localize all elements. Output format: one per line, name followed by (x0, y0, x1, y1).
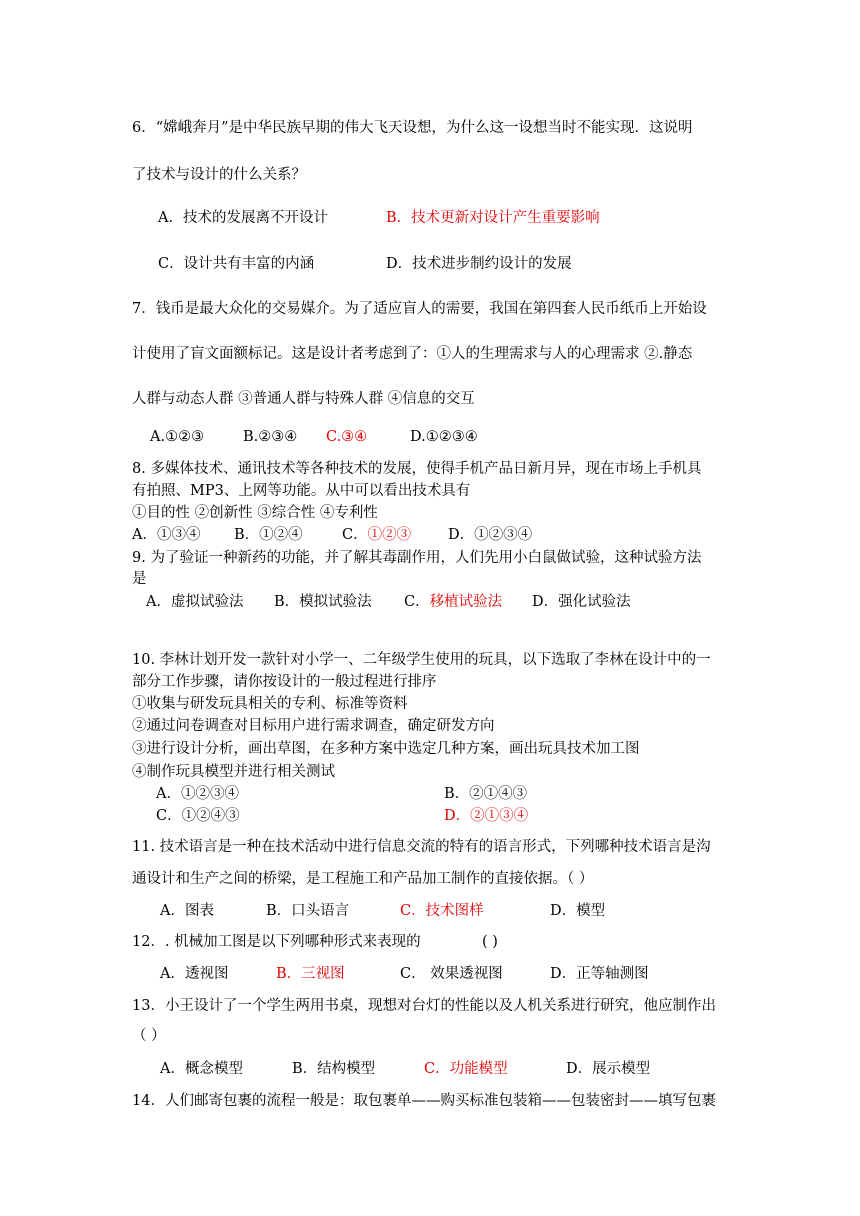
q7-option-d: D.①②③④ (410, 429, 478, 445)
q10-option-a: A．①②③④ (156, 786, 239, 802)
q8-option-a: A．①③④ (132, 527, 201, 543)
q6-option-d: D．技术进步制约设计的发展 (386, 256, 572, 272)
q7-option-a: A.①②③ (150, 429, 205, 445)
q7-option-b: B.②③④ (243, 429, 298, 445)
q9-option-b: B．模拟试验法 (274, 594, 372, 610)
q12-answer-paren: ( ) (482, 934, 498, 950)
q7-stem-line1: 7．钱币是最大众化的交易媒介。为了适应盲人的需要，我国在第四套人民币纸币上开始设 (132, 301, 707, 317)
q13-option-b: B．结构模型 (292, 1061, 376, 1077)
q11-stem-line2: 通设计和生产之间的桥梁，是工程施工和产品加工制作的直接依据。（ ） (132, 871, 594, 887)
q11-option-d: D．模型 (550, 903, 606, 919)
q13-stem-line2: （ ） (132, 1028, 166, 1044)
q10-stem-line1: 10. 李林计划开发一款针对小学一、二年级学生使用的玩具，以下选取了李林在设计中的一 (132, 652, 711, 668)
q11-option-b: B．口头语言 (266, 903, 350, 919)
q9-option-d: D．强化试验法 (532, 594, 631, 610)
q8-option-c-answer: ①②③ (367, 527, 412, 543)
q12-option-c: C． 效果透视图 (400, 966, 503, 982)
q11-option-c-answer: C．技术图样 (400, 903, 484, 919)
q10-option-c: C．①②④③ (156, 808, 240, 824)
q10-stem-line2: 部分工作步骤，请你按设计的一般过程进行排序 (132, 674, 437, 690)
q10-step-1: ①收集与研发玩具相关的专利、标准等资料 (132, 696, 408, 712)
q8-option-c (342, 526, 411, 544)
q13-stem-line1: 13．小王设计了一个学生两用书桌，现想对台灯的性能以及人机关系进行研究，他应制作出 (132, 998, 716, 1014)
q6-option-a: A．技术的发展离不开设计 (158, 210, 328, 226)
q8-stem-line1: 8. 多媒体技术、通讯技术等各种技术的发展，使得手机产品日新月异，现在市场上手机具 (132, 461, 702, 477)
q9-option-c (404, 593, 502, 611)
q7-stem-line2: 计使用了盲文面额标记。这是设计者考虑到了：①人的生理需求与人的心理需求 ②.静态 (132, 346, 693, 362)
q12-option-a: A．透视图 (160, 966, 229, 982)
q12-stem-line1: 12．. 机械加工图是以下列哪种形式来表现的 (132, 934, 421, 950)
q9-option-a: A．虚拟试验法 (146, 594, 244, 610)
q11-option-a: A．图表 (160, 903, 214, 919)
q8-stem-line2: 有拍照、MP3、上网等功能。从中可以看出技术具有 (132, 483, 471, 499)
q10-option-d-answer: D．②①③④ (444, 808, 529, 824)
q9-option-c-answer: 移植试验法 (429, 594, 503, 610)
q9-stem-line2: 是 (132, 571, 147, 587)
q8-option-b: B．①②④ (234, 527, 303, 543)
q6-option-c: C．设计共有丰富的内涵 (158, 256, 315, 272)
q13-option-c-answer: C．功能模型 (424, 1061, 508, 1077)
q9-option-c-prefix: C． (404, 594, 430, 610)
q9-stem-line1: 9. 为了验证一种新药的功能，并了解其毒副作用，人们先用小白鼠做试验，这种试验方法 (132, 550, 702, 566)
q7-stem-line3: 人群与动态人群 ③普通人群与特殊人群 ④信息的交互 (132, 391, 475, 407)
q8-option-c-prefix: C． (342, 527, 368, 543)
q12-option-d: D．正等轴测图 (550, 966, 649, 982)
q7-option-c-answer: C.③④ (326, 429, 368, 445)
q6-stem-line1: 6．“嫦峨奔月”是中华民族早期的伟大飞天设想，为什么这一设想当时不能实现．这说明 (132, 120, 693, 136)
q12-option-b-answer: B．三视图 (276, 966, 345, 982)
q6-stem-line2: 了技术与设计的什么关系？ (132, 167, 306, 183)
q10-step-3: ③进行设计分析，画出草图，在多种方案中选定几种方案，画出玩具技术加工图 (132, 741, 640, 757)
q10-step-4: ④制作玩具模型并进行相关测试 (132, 764, 335, 780)
q8-stem-line3: ①目的性 ②创新性 ③综合性 ④专利性 (132, 505, 378, 521)
q13-option-a: A．概念模型 (160, 1061, 243, 1077)
q14-stem-line1: 14．人们邮寄包裹的流程一般是：取包裹单——购买标准包装箱——包装密封——填写包裹 (132, 1093, 716, 1109)
q10-step-2: ②通过问卷调查对目标用户进行需求调查，确定研发方向 (132, 718, 495, 734)
q8-option-d: D．①②③④ (448, 527, 533, 543)
q10-option-b: B．②①④③ (444, 786, 528, 802)
q6-option-b-answer: B．技术更新对设计产生重要影响 (386, 210, 600, 226)
q11-stem-line1: 11. 技术语言是一种在技术活动中进行信息交流的特有的语言形式，下列哪种技术语言是沟 (132, 839, 711, 855)
q13-option-d: D．展示模型 (566, 1061, 651, 1077)
